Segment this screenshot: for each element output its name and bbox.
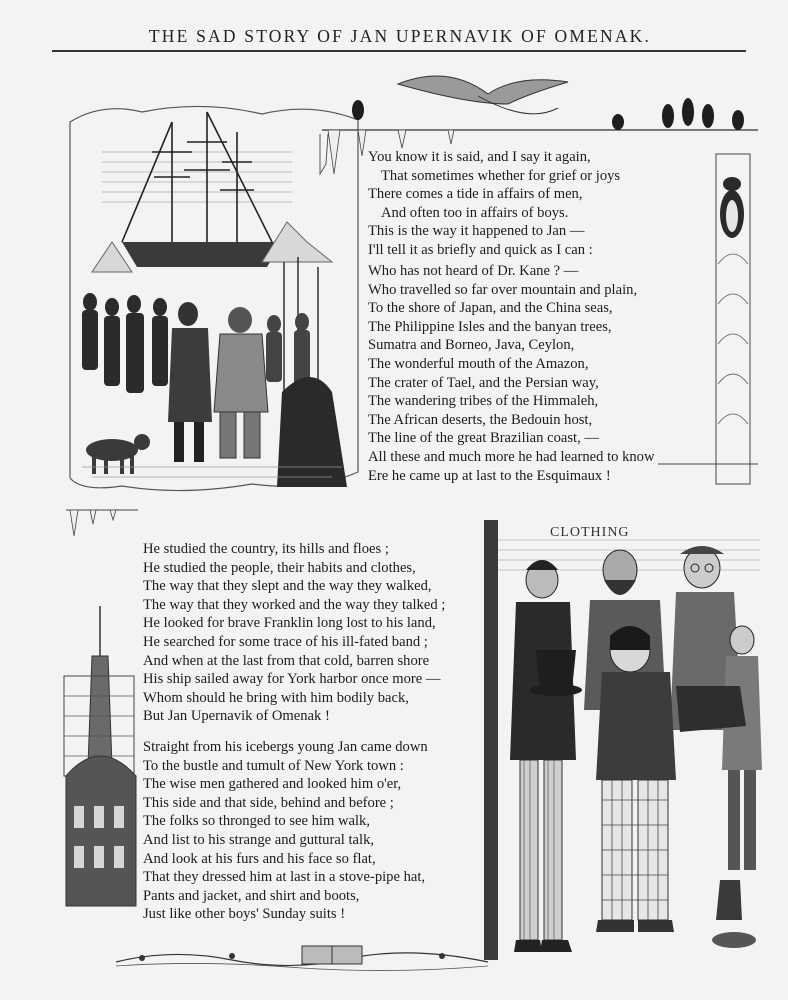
poem-line: This is the way it happened to Jan — bbox=[368, 223, 585, 240]
stanza-1 bbox=[368, 148, 620, 260]
poem-line: But Jan Upernavik of Omenak ! bbox=[143, 708, 330, 725]
poem-line: Just like other boys' Sunday suits ! bbox=[143, 906, 346, 923]
poem-line: The way that they worked and the way they talked ; bbox=[143, 596, 446, 613]
poem-line: Straight from his icebergs young Jan came down bbox=[143, 739, 428, 755]
poem-line: The crater of Tael, and the Persian way, bbox=[368, 374, 599, 391]
poem-line: Who has not heard of Dr. Kane ? — bbox=[368, 263, 579, 279]
poem-line: To the shore of Japan, and the China seas, bbox=[368, 300, 613, 317]
poem-line: The wonderful mouth of the Amazon, bbox=[368, 355, 589, 372]
page-header: THE SAD STORY OF JAN UPERNAVIK OF OMENAK. bbox=[148, 26, 652, 46]
stanza-3 bbox=[143, 540, 445, 726]
stanza-4 bbox=[143, 738, 428, 924]
poem-line: And often too in affairs of boys. bbox=[381, 204, 569, 221]
poem-line: I'll tell it as briefly and quick as I can : bbox=[368, 241, 593, 258]
stanza-2 bbox=[368, 262, 655, 485]
poem-line: He looked for brave Franklin long lost to his land, bbox=[143, 615, 436, 632]
poem-line: He studied the country, its hills and floes ; bbox=[143, 541, 389, 557]
city-building-illustration bbox=[60, 506, 140, 936]
poem-line: There comes a tide in affairs of men, bbox=[368, 186, 583, 203]
arctic-meeting-illustration bbox=[62, 92, 362, 502]
poem-line: The Philippine Isles and the banyan trees, bbox=[368, 318, 612, 335]
clothing-sign: CLOTHING bbox=[550, 525, 630, 540]
poem-line: His ship sailed away for York harbor once more — bbox=[143, 671, 441, 688]
poem-line: This side and that side, behind and before ; bbox=[143, 794, 394, 811]
poem-line: That they dressed him at last in a stove-pipe hat, bbox=[143, 869, 426, 886]
poem-line: That sometimes whether for grief or joys bbox=[381, 167, 621, 184]
poem-line: The way that they slept and the way they walked, bbox=[143, 578, 432, 595]
clothing-shop-illustration bbox=[480, 510, 770, 970]
poem-line: He studied the people, their habits and clothes, bbox=[143, 559, 416, 576]
poem-line: Ere he came up at last to the Esquimaux ! bbox=[368, 467, 611, 484]
poem-line: You know it is said, and I say it again, bbox=[368, 149, 591, 165]
poem-line: The wandering tribes of the Himmaleh, bbox=[368, 393, 599, 410]
footer-ornament bbox=[112, 932, 492, 976]
header-rule bbox=[52, 50, 746, 52]
poem-line: And list to his strange and guttural talk, bbox=[143, 831, 375, 848]
poem-line: And when at the last from that cold, barren shore bbox=[143, 652, 430, 669]
poem-line: The wise men gathered and looked him o'er, bbox=[143, 776, 402, 793]
poem-line: Whom should he bring with him bodily back, bbox=[143, 689, 409, 706]
poem-line: Who travelled so far over mountain and plain, bbox=[368, 281, 638, 298]
poem-line: The line of the great Brazilian coast, — bbox=[368, 430, 599, 447]
poem-line: Sumatra and Borneo, Java, Ceylon, bbox=[368, 337, 575, 354]
poem-line: Pants and jacket, and shirt and boots, bbox=[143, 887, 360, 904]
poem-line: The folks so thronged to see him walk, bbox=[143, 813, 370, 830]
poem-line: All these and much more he had learned to know bbox=[368, 448, 655, 465]
poem-line: He searched for some trace of his ill-fated band ; bbox=[143, 633, 428, 650]
poem-line: And look at his furs and his face so flat, bbox=[143, 850, 376, 867]
poem-line: To the bustle and tumult of New York town : bbox=[143, 757, 404, 774]
poem-line: The African deserts, the Bedouin host, bbox=[368, 411, 593, 428]
